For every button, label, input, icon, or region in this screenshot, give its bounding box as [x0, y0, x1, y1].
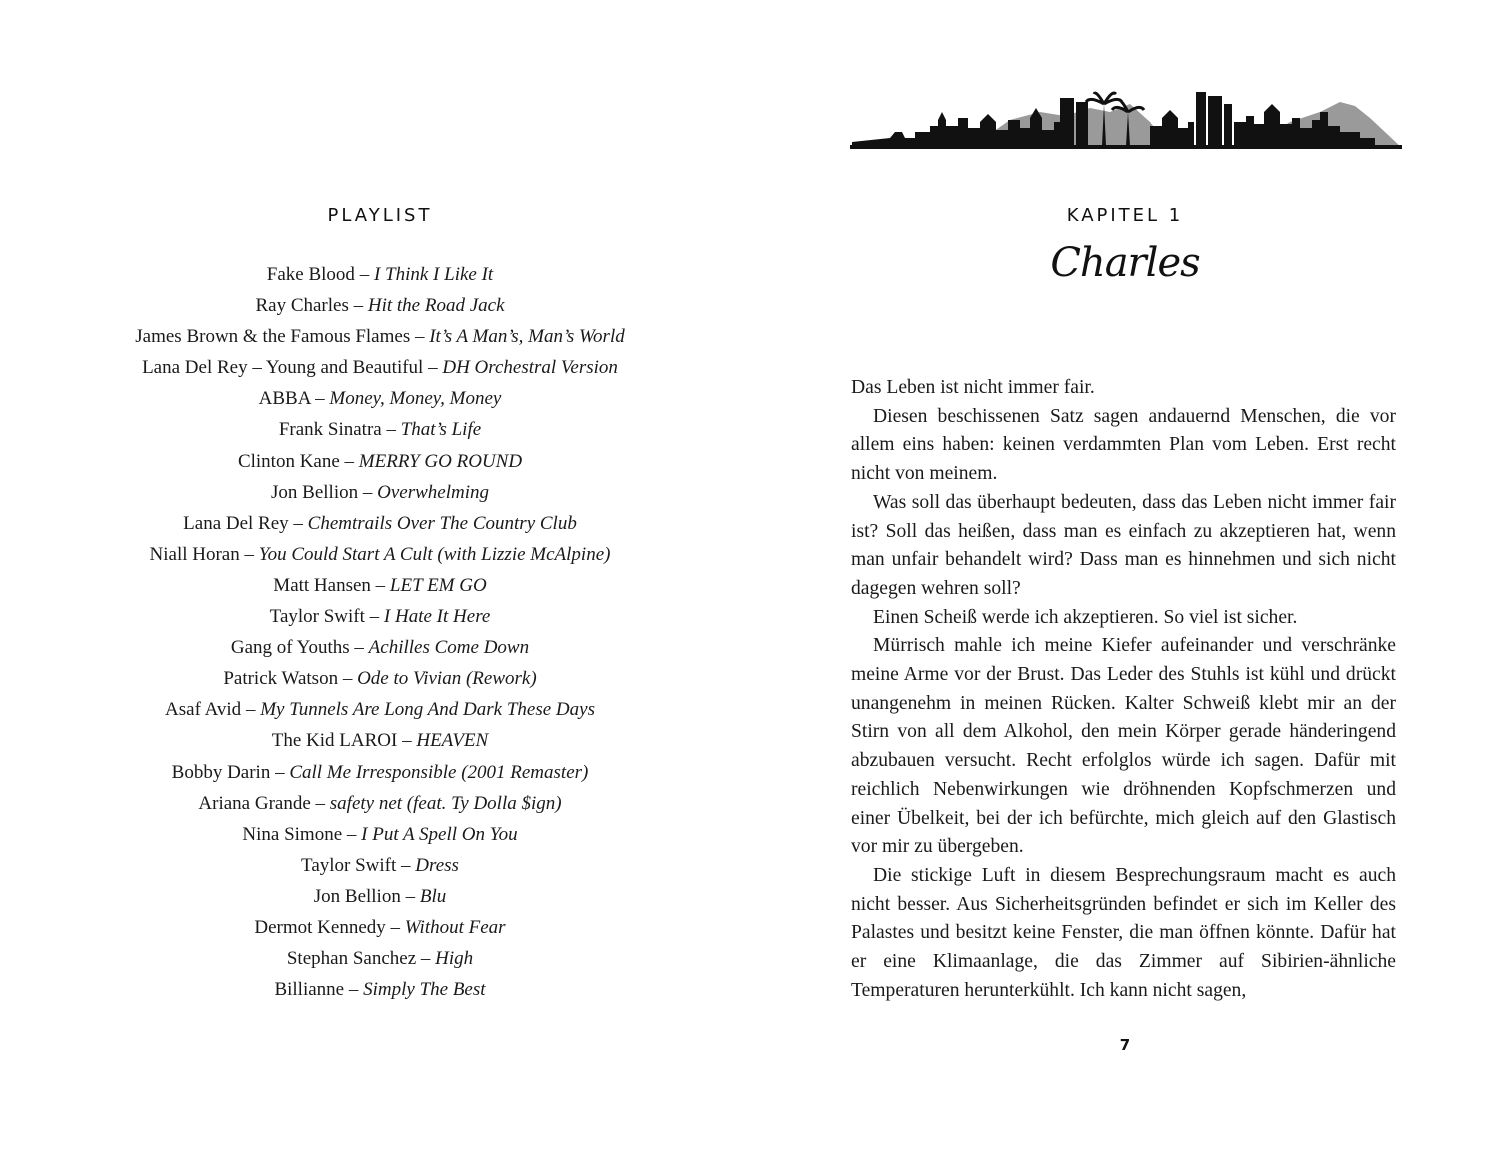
- playlist-item: Patrick Watson – Ode to Vivian (Rework): [223, 668, 537, 690]
- playlist-item: Bobby Darin – Call Me Irresponsible (2001 Remaster): [171, 761, 589, 783]
- playlist-item: Frank Sinatra – That’s Life: [278, 419, 482, 441]
- right-page: [750, 0, 1500, 1153]
- playlist-item: Stephan Sanchez – High: [286, 948, 474, 970]
- paragraph: Die stickige Luft in diesem Besprechungsraum macht es auch nicht besser. Aus Sicherheitsgründen befindet er sich im Keller des Palastes und besitzt keine Fenster, die man öffnen könnte. Dafür hat er eine Klimaanlage, die das Zimmer auf Sibirien-ähnliche Temperaturen herunterkühlt. Ich kann nicht sagen,: [851, 864, 1396, 1001]
- track-song: It’s A Man’s, Man’s World: [429, 326, 625, 348]
- track-artist: Frank Sinatra: [278, 419, 382, 441]
- track-artist: Nina Simone: [242, 823, 343, 845]
- track-song: Money, Money, Money: [329, 388, 502, 410]
- track-artist: ABBA: [258, 388, 311, 410]
- playlist-item: Lana Del Rey – Chemtrails Over The Country Club: [183, 512, 577, 534]
- track-song: Without Fear: [404, 916, 506, 938]
- track-song: LET EM GO: [389, 574, 487, 596]
- chapter-name: Charles: [1050, 240, 1200, 286]
- track-artist: Lana Del Rey: [183, 512, 289, 534]
- track-artist: Ariana Grande: [198, 792, 311, 814]
- track-song: High: [435, 948, 474, 970]
- playlist: [0, 259, 760, 1005]
- paragraph: Das Leben ist nicht immer fair.: [851, 377, 1095, 398]
- track-song: I Hate It Here: [383, 606, 491, 628]
- chapter-label: KAPITEL 1: [1066, 205, 1184, 226]
- playlist-item: Matt Hansen – LET EM GO: [273, 574, 487, 596]
- paragraph: Was soll das überhaupt bedeuten, dass das Leben nicht immer fair ist? Soll das heißen, dass man es einfach zu akzeptieren hat, wenn man unfair behandelt wird? Dass man es hinnehmen und sich nicht dagegen wehren soll?: [851, 491, 1396, 599]
- track-artist: Clinton Kane: [237, 450, 340, 472]
- track-song: I Think I Like It: [373, 264, 494, 285]
- playlist-item: Ariana Grande – safety net (feat. Ty Dolla $ign): [198, 792, 562, 814]
- playlist-item: Jon Bellion – Blu: [313, 885, 447, 907]
- track-song: safety net (feat. Ty Dolla $ign): [329, 792, 562, 814]
- track-artist: Gang of Youths: [230, 637, 350, 659]
- track-artist: Stephan Sanchez: [286, 948, 417, 970]
- track-artist: Niall Horan: [149, 543, 240, 565]
- playlist-item: Nina Simone – I Put A Spell On You: [242, 823, 518, 845]
- city-skyline-illustration: [850, 82, 1402, 152]
- track-song: That’s Life: [400, 419, 482, 441]
- track-artist: Bobby Darin: [171, 761, 271, 783]
- playlist-heading: PLAYLIST: [327, 205, 433, 226]
- playlist-item: The Kid LAROI – HEAVEN: [271, 730, 489, 752]
- playlist-item: Jon Bellion – Overwhelming: [271, 481, 489, 503]
- track-song: Ode to Vivian (Rework): [357, 668, 537, 690]
- track-artist: Patrick Watson: [223, 668, 339, 690]
- track-song: Call Me Irresponsible (2001 Remaster): [289, 761, 589, 783]
- track-song: My Tunnels Are Long And Dark These Days: [260, 699, 595, 721]
- track-song: I Put A Spell On You: [361, 823, 518, 845]
- track-song: Chemtrails Over The Country Club: [307, 512, 577, 534]
- playlist-item: Dermot Kennedy – Without Fear: [254, 916, 506, 938]
- chapter-body: [851, 374, 1396, 1005]
- track-song: Blu: [419, 885, 447, 907]
- track-artist: Lana Del Rey – Young and Beautiful: [142, 357, 424, 379]
- playlist-item: Ray Charles – Hit the Road Jack: [255, 295, 505, 317]
- track-song: HEAVEN: [416, 730, 489, 752]
- track-song: Hit the Road Jack: [367, 295, 505, 317]
- track-artist: Asaf Avid: [165, 699, 242, 721]
- playlist-item: Fake Blood – I Think I Like It: [266, 264, 494, 285]
- track-artist: Taylor Swift: [301, 854, 397, 876]
- track-song: Dress: [415, 854, 459, 876]
- track-artist: Jon Bellion: [313, 885, 401, 907]
- track-song: Overwhelming: [377, 481, 489, 503]
- playlist-item: Taylor Swift – I Hate It Here: [269, 606, 491, 628]
- playlist-item: Asaf Avid – My Tunnels Are Long And Dark These Days: [165, 699, 595, 721]
- track-artist: The Kid LAROI: [271, 730, 398, 752]
- track-artist: Billianne: [274, 979, 345, 1001]
- track-song: You Could Start A Cult (with Lizzie McAlpine): [258, 543, 611, 565]
- track-artist: Ray Charles: [255, 295, 349, 317]
- paragraph: Diesen beschissenen Satz sagen andauernd Menschen, die vor allem eins haben: keinen verdammten Plan vom Leben. Erst recht nicht von meinem.: [851, 405, 1396, 485]
- track-artist: Fake Blood: [266, 264, 355, 285]
- track-song: MERRY GO ROUND: [358, 450, 523, 472]
- track-song: Simply The Best: [363, 979, 486, 1001]
- track-song: DH Orchestral Version: [442, 357, 618, 379]
- playlist-item: Billianne – Simply The Best: [274, 979, 486, 1001]
- track-artist: James Brown & the Famous Flames: [135, 326, 411, 348]
- playlist-item: Lana Del Rey – Young and Beautiful – DH Orchestral Version: [142, 357, 618, 379]
- playlist-item: Clinton Kane – MERRY GO ROUND: [237, 450, 523, 472]
- playlist-item: Gang of Youths – Achilles Come Down: [230, 637, 530, 659]
- track-artist: Taylor Swift: [269, 606, 365, 628]
- paragraph: Mürrisch mahle ich meine Kiefer aufeinander und verschränke meine Arme vor der Brust. Das Leder des Stuhls ist kühl und drückt unangenehm in meinen Rücken. Kalter Schweiß klebt mir an der Stirn von all dem Alkohol, den mein Körper gerade händeringend abzubauen versucht. Recht erfolglos würde ich sagen. Dafür mit reichlich Nebenwirkungen wie dröhnenden Kopfschmerzen und einer Übelkeit, bei der ich befürchte, mich gleich auf den Glastisch vor mir zu übergeben.: [851, 635, 1396, 858]
- track-song: Achilles Come Down: [368, 637, 530, 659]
- track-artist: Matt Hansen: [273, 574, 371, 596]
- playlist-item: James Brown & the Famous Flames – It’s A Man’s, Man’s World: [135, 326, 625, 348]
- playlist-item: Niall Horan – You Could Start A Cult (with Lizzie McAlpine): [149, 543, 611, 565]
- track-artist: Jon Bellion: [271, 481, 359, 503]
- track-artist: Dermot Kennedy: [254, 916, 386, 938]
- paragraph: Einen Scheiß werde ich akzeptieren. So viel ist sicher.: [873, 606, 1298, 628]
- playlist-item: ABBA – Money, Money, Money: [258, 388, 502, 410]
- page-number: 7: [1119, 1036, 1131, 1054]
- playlist-item: Taylor Swift – Dress: [301, 854, 459, 876]
